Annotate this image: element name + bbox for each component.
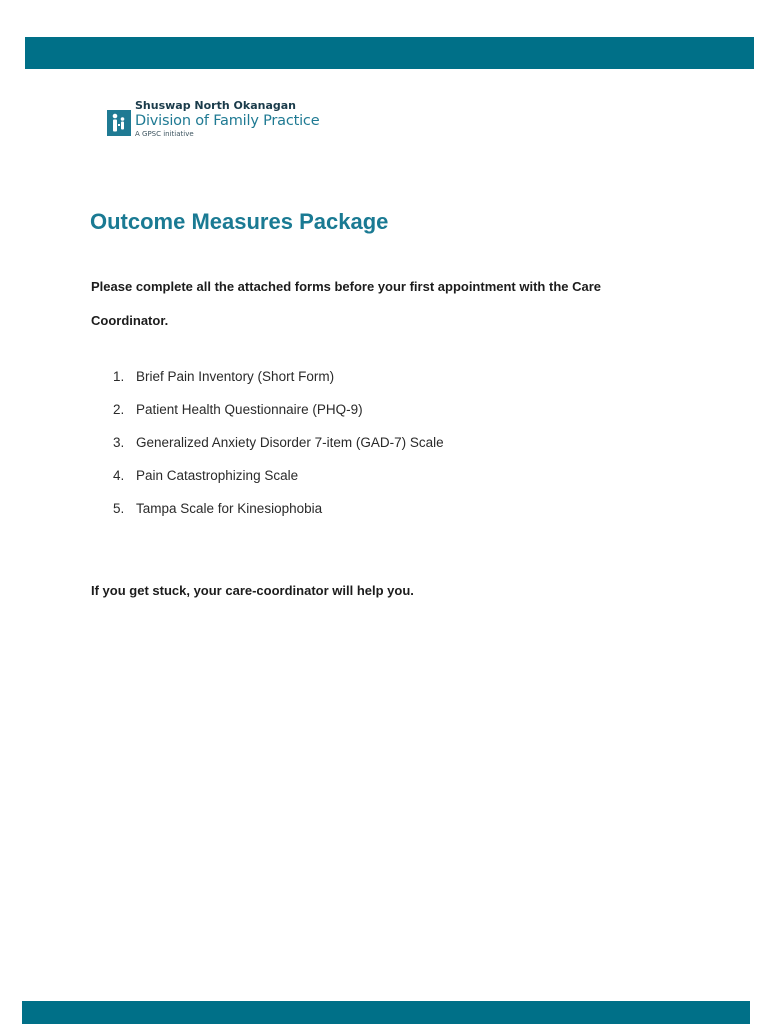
list-item-number: 4. bbox=[113, 468, 125, 483]
list-item bbox=[113, 432, 444, 465]
list-item bbox=[113, 399, 444, 432]
list-item bbox=[113, 498, 444, 531]
list-item-number: 1. bbox=[113, 369, 125, 384]
list-item-label: Patient Health Questionnaire (PHQ-9) bbox=[136, 402, 363, 417]
footer-band bbox=[22, 1001, 750, 1024]
family-figures-icon bbox=[107, 110, 131, 136]
logo-organization-name: Shuswap North Okanagan bbox=[135, 99, 296, 112]
list-item-number: 3. bbox=[113, 435, 125, 450]
list-item-number: 5. bbox=[113, 501, 125, 516]
list-item bbox=[113, 366, 444, 399]
header-band bbox=[25, 37, 754, 69]
list-item-number: 2. bbox=[113, 402, 125, 417]
instructions-text: Please complete all the attached forms before your first appointment with the Care Coordinator. bbox=[91, 279, 602, 328]
page-title: Outcome Measures Package bbox=[90, 209, 389, 234]
logo-division-name: Division of Family Practice bbox=[135, 113, 320, 129]
forms-list bbox=[113, 366, 444, 531]
list-item-label: Tampa Scale for Kinesiophobia bbox=[136, 501, 323, 516]
logo-text bbox=[135, 99, 319, 139]
list-item-label: Brief Pain Inventory (Short Form) bbox=[136, 369, 335, 384]
logo-tagline: A GPSC initiative bbox=[135, 130, 194, 138]
help-text: If you get stuck, your care-coordinator will help you. bbox=[91, 583, 414, 598]
organization-logo bbox=[105, 99, 335, 139]
list-item-label: Pain Catastrophizing Scale bbox=[136, 468, 299, 483]
list-item bbox=[113, 465, 444, 498]
list-item-label: Generalized Anxiety Disorder 7-item (GAD-7) Scale bbox=[136, 435, 444, 450]
